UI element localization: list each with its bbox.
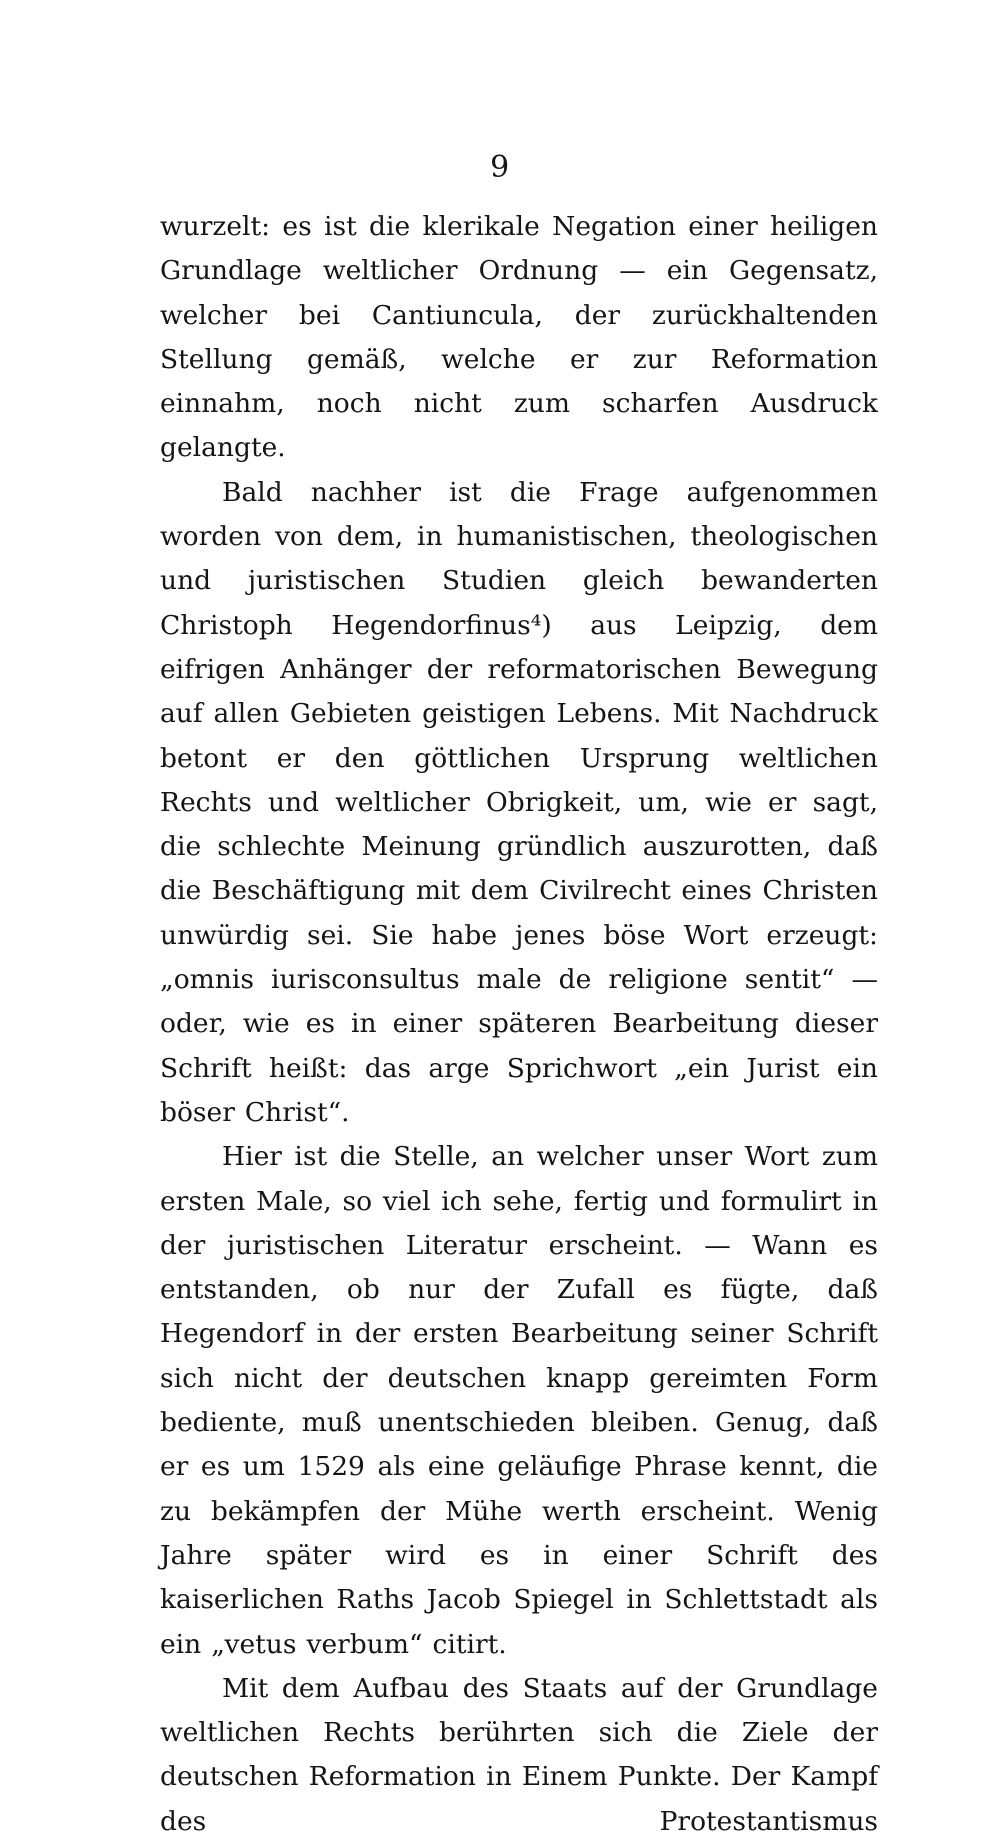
paragraph-4: Mit dem Aufbau des Staats auf der Grundlage weltlichen Rechts berührten sich die Ziele der deutschen Reformation in Einem Punkte. Der Kampf des Protestantismus xyxy=(160,1672,878,1837)
body-text xyxy=(160,205,878,1844)
paragraph-2: Bald nachher ist die Frage aufgenommen worden von dem, in humanistischen, theologischen und juristischen Studien gleich bewanderten Christoph Hegendorfinus⁴) aus Leipzig, dem eifrigen Anhänger der reformatorischen Bewegung auf allen Gebieten geistigen Lebens. Mit Nachdruck betont er den göttlichen Ursprung weltlichen Rechts und weltlicher Obrigkeit, um, wie er sagt, die schlechte Meinung gründlich auszurotten, daß die Beschäftigung mit dem Civilrecht eines Christen unwürdig sei. Sie habe jenes böse Wort erzeugt: „omnis iurisconsultus male de religione sentit“ — oder, wie es in einer späteren Bearbeitung dieser Schrift heißt: das arge Sprichwort „ein Jurist ein böser Christ“. xyxy=(160,476,878,1128)
paragraph-1: wurzelt: es ist die klerikale Negation einer heiligen Grundlage weltlicher Ordnung — ein Gegensatz, welcher bei Cantiuncula, der zurückhaltenden Stellung gemäß, welche er zur Reformation einnahm, noch nicht zum scharfen Ausdruck gelangte. xyxy=(160,211,878,464)
paragraph-3: Hier ist die Stelle, an welcher unser Wort zum ersten Male, so viel ich sehe, fertig und formulirt in der juristischen Literatur erscheint. — Wann es entstanden, ob nur der Zufall es fügte, daß Hegendorf in der ersten Bearbeitung seiner Schrift sich nicht der deutschen knapp gereimten Form bediente, muß unentschieden bleiben. Genug, daß er es um 1529 als eine geläufige Phrase kennt, die zu bekämpfen der Mühe werth erscheint. Wenig Jahre später wird es in einer Schrift des kaiserlichen Raths Jacob Spiegel in Schlettstadt als ein „vetus verbum“ citirt. xyxy=(160,1141,878,1660)
page-number: 9 xyxy=(490,150,510,185)
